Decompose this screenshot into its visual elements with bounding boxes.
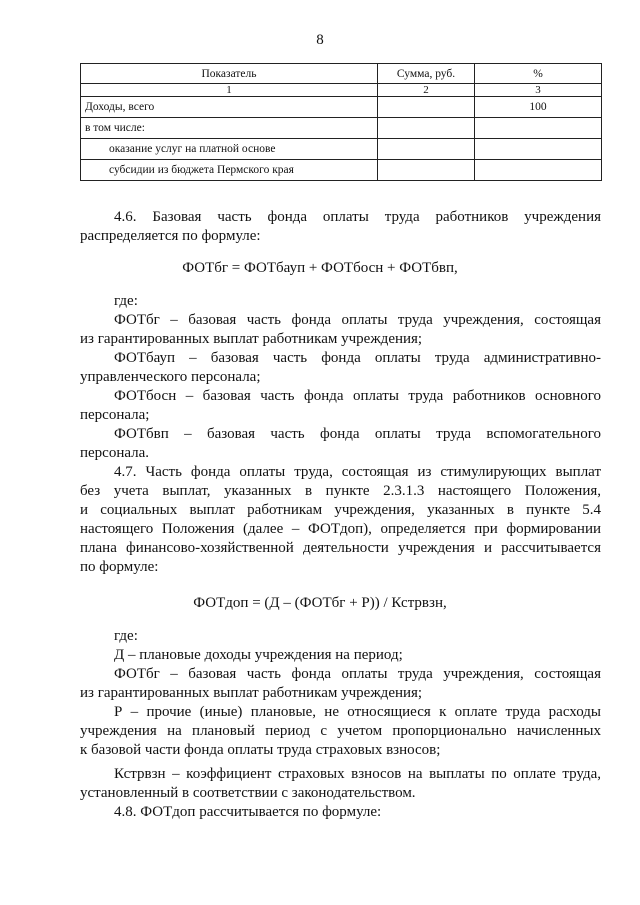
- definition-line: управленческого персонала;: [80, 369, 261, 385]
- row-sum: [378, 118, 475, 139]
- definition-line: ФОТбг – базовая часть фонда оплаты труда учреждения, состоящая: [114, 312, 601, 328]
- definition-line: Кстрвзн – коэффициент страховых взносов на выплаты по оплате труда,: [114, 766, 601, 782]
- row-sum: [378, 139, 475, 160]
- header-sum: Сумма, руб.: [378, 64, 475, 84]
- definition-line: ФОТбосн – базовая часть фонда оплаты труда работников основного: [114, 388, 601, 404]
- where-label: где:: [114, 293, 138, 309]
- definition-line: персонала.: [80, 445, 150, 461]
- paragraph-4-7-line: и социальных выплат работникам учреждения, указанных в пункте 5.4: [80, 502, 601, 518]
- definition-line: к базовой части фонда оплаты труда страховых взносов;: [80, 742, 441, 758]
- row-sum: [378, 97, 475, 118]
- income-table: [80, 63, 602, 181]
- paragraph-4-6-line: 4.6. Базовая часть фонда оплаты труда работников учреждения: [114, 209, 601, 225]
- paragraph-4-8-line: 4.8. ФОТдоп рассчитывается по формуле:: [114, 804, 382, 820]
- table-header-row: [81, 64, 602, 84]
- where-label: где:: [114, 628, 138, 644]
- formula-fotdop: ФОТдоп = (Д – (ФОТбг + Р)) / Кстрвзн,: [193, 595, 447, 611]
- paragraph-4-7-line: без учета выплат, указанных в пункте 2.3.1.3 настоящего Положения,: [80, 483, 601, 499]
- column-number: 3: [475, 84, 602, 97]
- column-number: 2: [378, 84, 475, 97]
- header-percent: %: [475, 64, 602, 84]
- row-label: оказание услуг на платной основе: [81, 139, 378, 160]
- column-number: 1: [81, 84, 378, 97]
- row-percent: [475, 160, 602, 181]
- paragraph-4-7-line: настоящего Положения (далее – ФОТдоп), определяется при формировании: [80, 521, 601, 537]
- definition-line: учреждения на плановый период с учетом пропорционально начисленных: [80, 723, 601, 739]
- paragraph-4-7-line: по формуле:: [80, 559, 159, 575]
- row-label: субсидии из бюджета Пермского края: [81, 160, 378, 181]
- table-row: [81, 97, 602, 118]
- definition-line: из гарантированных выплат работникам учреждения;: [80, 685, 423, 701]
- row-label: Доходы, всего: [81, 97, 378, 118]
- definition-line: Р – прочие (иные) плановые, не относящиеся к оплате труда расходы: [114, 704, 601, 720]
- row-label: в том числе:: [81, 118, 378, 139]
- definition-line: ФОТбауп – базовая часть фонда оплаты труда административно-: [114, 350, 601, 366]
- definition-line: из гарантированных выплат работникам учреждения;: [80, 331, 423, 347]
- row-percent: 100: [475, 97, 602, 118]
- row-sum: [378, 160, 475, 181]
- paragraph-4-7-line: плана финансово-хозяйственной деятельности учреждения и рассчитывается: [80, 540, 601, 556]
- page-number: 8: [316, 32, 324, 48]
- formula-fotbg: ФОТбг = ФОТбауп + ФОТбосн + ФОТбвп,: [182, 260, 458, 276]
- table-row: [81, 139, 602, 160]
- definition-line: ФОТбвп – базовая часть фонда оплаты труда вспомогательного: [114, 426, 601, 442]
- row-percent: [475, 118, 602, 139]
- table-row: [81, 118, 602, 139]
- paragraph-4-6-line: распределяется по формуле:: [80, 228, 261, 244]
- row-percent: [475, 139, 602, 160]
- table-row: [81, 160, 602, 181]
- header-indicator: Показатель: [81, 64, 378, 84]
- paragraph-4-7-line: 4.7. Часть фонда оплаты труда, состоящая из стимулирующих выплат: [114, 464, 601, 480]
- definition-line: ФОТбг – базовая часть фонда оплаты труда учреждения, состоящая: [114, 666, 601, 682]
- definition-line: Д – плановые доходы учреждения на период;: [114, 647, 403, 663]
- definition-line: персонала;: [80, 407, 150, 423]
- definition-line: установленный в соответствии с законодательством.: [80, 785, 416, 801]
- column-number-row: [81, 84, 602, 97]
